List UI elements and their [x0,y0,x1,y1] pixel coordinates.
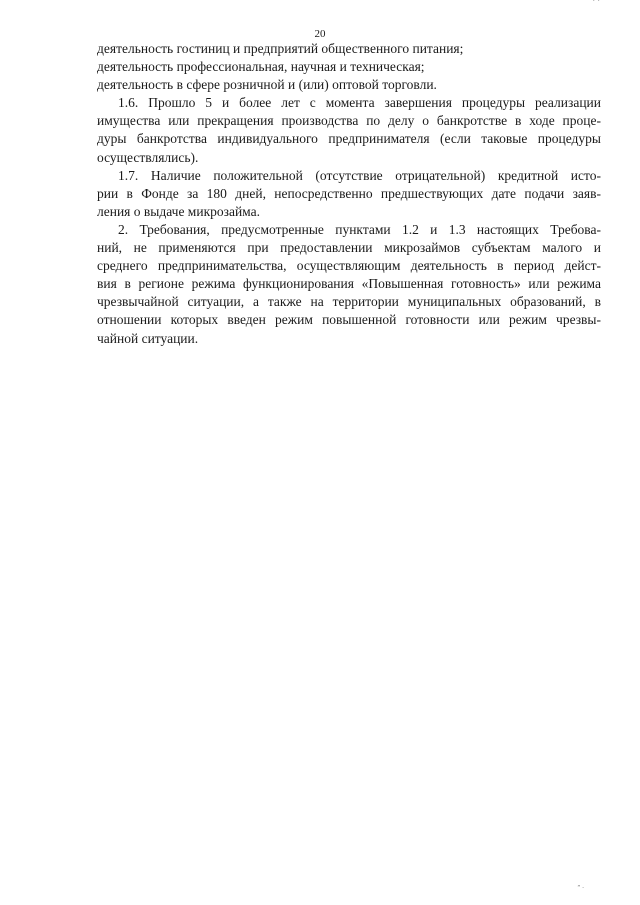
scan-mark-top: ´ ´ [592,0,600,7]
paragraph-2-line: чрезвычайной ситуации, а также на территории муниципальных образований, в [97,294,601,310]
paragraph-1-6-line: 1.6. Прошло 5 и более лет с момента завершения процедуры реализации [118,95,601,111]
paragraph-2-line: вия в регионе режима функционирования «Повышенная готовность» или режима [97,276,601,292]
paragraph-1-7-line: ления о выдаче микрозайма. [97,203,261,219]
paragraph-2-line: ний, не применяются при предоставлении микрозаймов субъектам малого и [97,240,601,256]
text-line: деятельность в сфере розничной и (или) оптовой торговли. [97,77,437,93]
paragraph-2-line: среднего предпринимательства, осуществляющим деятельность в период дейст- [97,258,601,274]
paragraph-1-7-line: рии в Фонде за 180 дней, непосредственно предшествующих дате подачи заяв- [97,185,601,201]
page-number: 20 [314,28,326,40]
scan-mark-bottom: ʺ · [577,885,584,892]
paragraph-2-line: чайной ситуации. [97,330,199,346]
text-line: деятельность гостиниц и предприятий общественного питания; [97,41,464,56]
paragraph-1-6-line: имущества или прекращения производства по делу о банкротстве в ходе проце- [97,113,601,129]
paragraph-1-7-line: 1.7. Наличие положительной (отсутствие отрицательной) кредитной исто- [118,167,601,183]
paragraph-1-6-line: осуществлялись). [97,149,199,165]
text-line: деятельность профессиональная, научная и техническая; [97,59,425,75]
paragraph-2-line: 2. Требования, предусмотренные пунктами 1.2 и 1.3 настоящих Требова- [118,221,601,237]
paragraph-1-6-line: дуры банкротства индивидуального предпринимателя (если таковые процедуры [97,131,601,147]
body-text [97,40,601,348]
paragraph-2-line: отношении которых введен режим повышенной готовности или режим чрезвы- [97,312,601,328]
